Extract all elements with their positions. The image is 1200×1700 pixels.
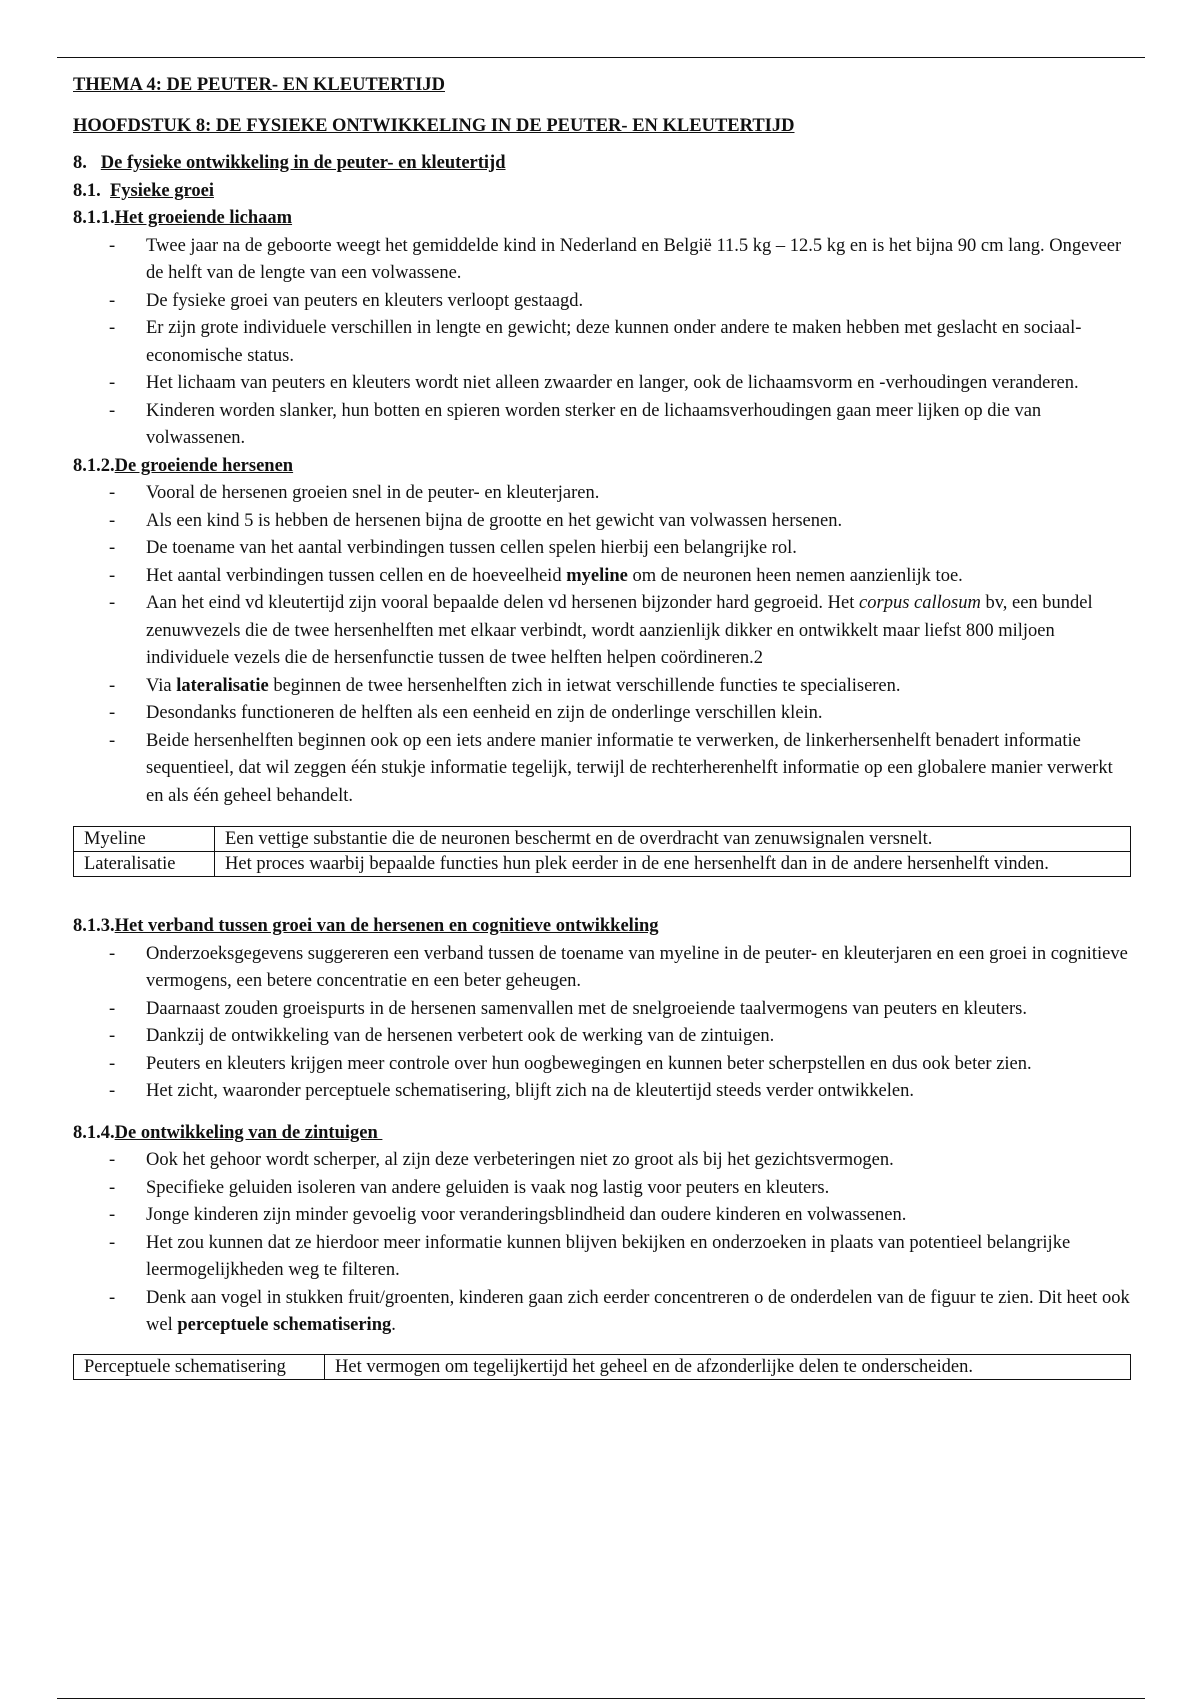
list-item: - Het lichaam van peuters en kleuters wordt niet alleen zwaarder en langer, ook de lichaamsvorm en -verhoudingen veranderen. (73, 370, 1133, 398)
definition-term: Myeline (74, 827, 215, 852)
definition-table-1 (73, 826, 1131, 877)
list-item: - Het aantal verbindingen tussen cellen en de hoeveelheid myeline om de neuronen heen nemen aanzienlijk toe. (73, 563, 1133, 591)
term-perceptuele-schematisering: perceptuele schematisering (177, 1315, 392, 1335)
section-8-1-2-list (73, 480, 1133, 810)
chapter-title: HOOFDSTUK 8: DE FYSIEKE ONTWIKKELING IN DE PEUTER- EN KLEUTERTIJD (73, 115, 795, 136)
list-item: - Beide hersenhelften beginnen ook op een iets andere manier informatie te verwerken, de linkerhersenhelft benadert informatie sequentieel, dat wil zeggen één stukje informatie tegelijk, terwijl de rechterherenhelft informatie op een globalere manier verwerkt en als één geheel behandelt. (73, 728, 1133, 811)
list-item: - Dankzij de ontwikkeling van de hersenen verbetert ook de werking van de zintuigen. (73, 1023, 1133, 1051)
section-8-1-4-heading: 8.1.4.De ontwikkeling van de zintuigen (73, 1122, 383, 1143)
section-8-1-3-list (73, 941, 1133, 1106)
definition-term: Lateralisatie (74, 852, 215, 877)
list-item: - Er zijn grote individuele verschillen in lengte en gewicht; deze kunnen onder andere te maken hebben met geslacht en sociaal-economische status. (73, 315, 1133, 370)
document-page (73, 70, 1133, 1380)
list-item: - Vooral de hersenen groeien snel in de peuter- en kleuterjaren. (73, 480, 1133, 508)
bottom-rule (57, 1698, 1145, 1699)
list-item: - Daarnaast zouden groeispurts in de hersenen samenvallen met de snelgroeiende taalvermogens van peuters en kleuters. (73, 996, 1133, 1024)
section-8-1-heading: 8.1. Fysieke groei (73, 180, 214, 201)
list-item: - Onderzoeksgegevens suggereren een verband tussen de toename van myeline in de peuter- en kleuterjaren en een groei in cognitieve vermogens, een betere concentratie en een beter geheugen. (73, 941, 1133, 996)
list-item: - De toename van het aantal verbindingen tussen cellen spelen hierbij een belangrijke rol. (73, 535, 1133, 563)
term-myeline: myeline (566, 565, 628, 586)
section-8-1-3-heading: 8.1.3.Het verband tussen groei van de hersenen en cognitieve ontwikkeling (73, 916, 659, 936)
list-item: - Het zicht, waaronder perceptuele schematisering, blijft zich na de kleutertijd steeds verder ontwikkelen. (73, 1078, 1133, 1106)
list-item: - Het zou kunnen dat ze hierdoor meer informatie kunnen blijven bekijken en onderzoeken in plaats van potentieel belangrijke leermogelijkheden weg te filteren. (73, 1230, 1133, 1285)
top-rule (57, 57, 1145, 58)
list-item: - Als een kind 5 is hebben de hersenen bijna de grootte en het gewicht van volwassen hersenen. (73, 508, 1133, 536)
section-8-1-1-list (73, 233, 1133, 453)
list-item: - Via lateralisatie beginnen de twee hersenhelften zich in ietwat verschillende functies te specialiseren. (73, 673, 1133, 701)
list-item: - Peuters en kleuters krijgen meer controle over hun oogbewegingen en kunnen beter scherpstellen en dus ook beter zien. (73, 1051, 1133, 1079)
definition-text: Het proces waarbij bepaalde functies hun plek eerder in de ene hersenhelft dan in de andere hersenhelft vinden. (215, 852, 1131, 877)
section-8-1-2-heading: 8.1.2.De groeiende hersenen (73, 455, 294, 476)
theme-title: THEMA 4: DE PEUTER- EN KLEUTERTIJD (73, 75, 445, 95)
list-item: - Ook het gehoor wordt scherper, al zijn deze verbeteringen niet zo groot als bij het gezichtsvermogen. (73, 1147, 1133, 1175)
table-row (74, 827, 1131, 852)
list-item: - Desondanks functioneren de helften als een eenheid en zijn de onderlinge verschillen klein. (73, 700, 1133, 728)
list-item: - Kinderen worden slanker, hun botten en spieren worden sterker en de lichaamsverhoudingen gaan meer lijken op die van volwassenen. (73, 398, 1133, 453)
list-item: - De fysieke groei van peuters en kleuters verloopt gestaagd. (73, 288, 1133, 316)
definition-table-2 (73, 1354, 1131, 1380)
list-item: - Denk aan vogel in stukken fruit/groenten, kinderen gaan zich eerder concentreren o de onderdelen van de figuur te zien. Dit heet ook wel perceptuele schematisering. (73, 1285, 1133, 1340)
section-8-1-1-heading: 8.1.1.Het groeiende lichaam (73, 208, 293, 228)
definition-text: Het vermogen om tegelijkertijd het geheel en de afzonderlijke delen te onderscheiden. (325, 1354, 1131, 1379)
table-row (74, 852, 1131, 877)
definition-text: Een vettige substantie die de neuronen beschermt en de overdracht van zenuwsignalen versnelt. (215, 827, 1131, 852)
section-8-heading: 8. De fysieke ontwikkeling in de peuter- en kleutertijd (73, 153, 506, 173)
term-corpus-callosum: corpus callosum (859, 593, 981, 613)
list-item: - Aan het eind vd kleutertijd zijn vooral bepaalde delen vd hersenen bijzonder hard gegroeid. Het corpus callosum bv, een bundel zenuwvezels die de twee hersenhelften met elkaar verbindt, wordt aanzienlijk dikker en ontwikkelt maar liefst 800 miljoen individuele vezels die de hersenfunctie tussen de twee helften helpen coördineren.2 (73, 590, 1133, 673)
section-8-1-4-list (73, 1147, 1133, 1340)
definition-term: Perceptuele schematisering (74, 1354, 325, 1379)
table-row (74, 1354, 1131, 1379)
list-item: - Twee jaar na de geboorte weegt het gemiddelde kind in Nederland en België 11.5 kg – 12.5 kg en is het bijna 90 cm lang. Ongeveer de helft van de lengte van een volwassene. (73, 233, 1133, 288)
list-item: - Specifieke geluiden isoleren van andere geluiden is vaak nog lastig voor peuters en kleuters. (73, 1175, 1133, 1203)
term-lateralisatie: lateralisatie (176, 675, 269, 696)
list-item: - Jonge kinderen zijn minder gevoelig voor veranderingsblindheid dan oudere kinderen en volwassenen. (73, 1202, 1133, 1230)
